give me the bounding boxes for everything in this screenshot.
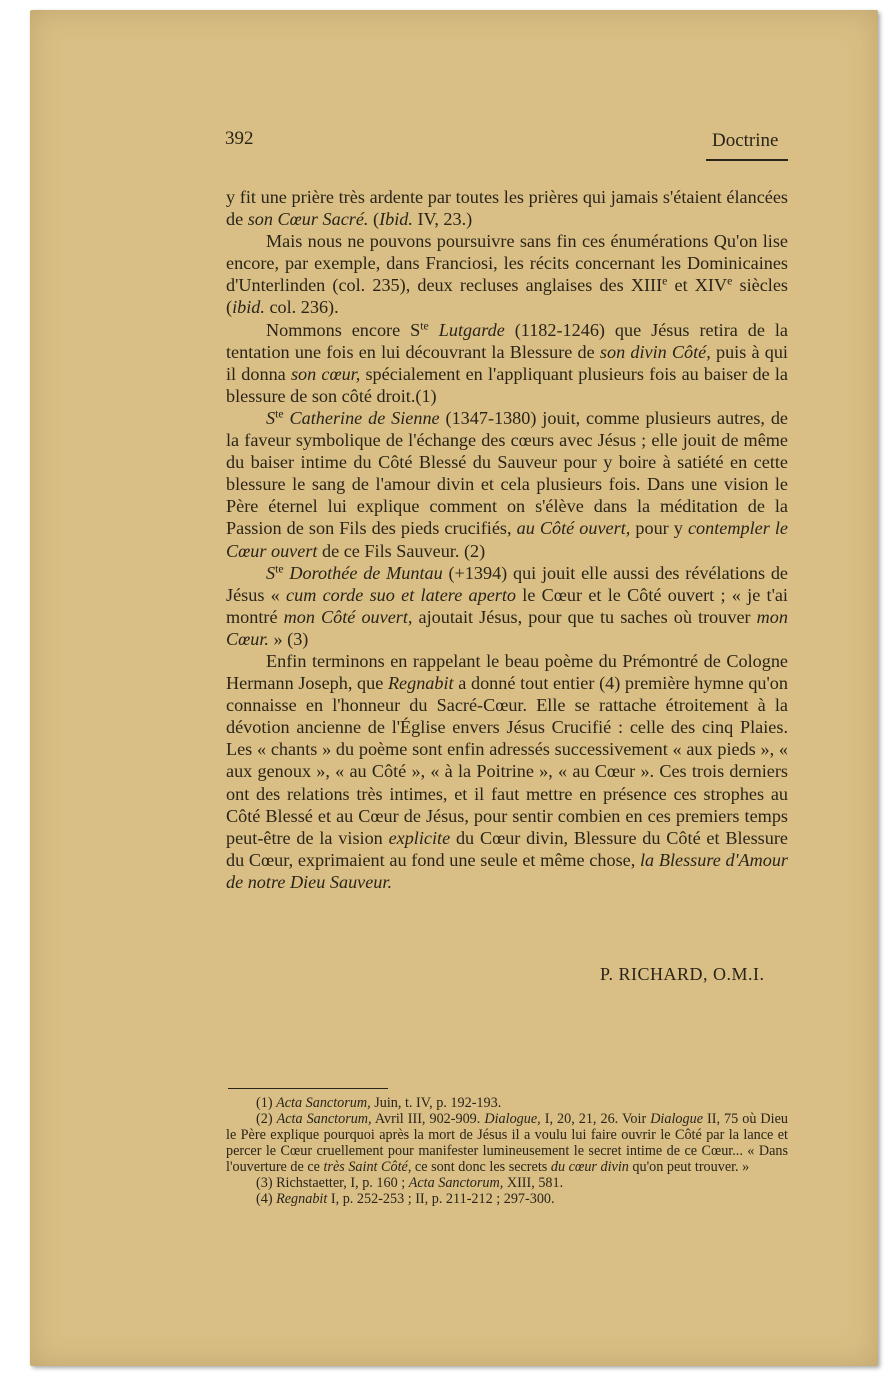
italic-run: Catherine de Sienne (289, 407, 440, 428)
text-run: Nommons encore S (266, 319, 421, 340)
footnote-rule (228, 1088, 388, 1089)
text-run: » (3) (268, 628, 309, 649)
italic-run: Dialogue, (484, 1111, 541, 1127)
italic-run: la Blessure d'Amour de notre Dieu Sauveur. (226, 849, 788, 892)
italic-run: ibid. (232, 297, 265, 318)
text-run: (2) (256, 1111, 277, 1127)
text-run: Avril III, 902-909. (371, 1111, 485, 1127)
italic-run: Dialogue (650, 1111, 703, 1127)
superscript: te (275, 561, 284, 576)
italic-run: cum corde suo et latere aperto (286, 584, 517, 605)
text-run: (1) (256, 1095, 277, 1111)
text-run: spécialement en l'appliquant plusieurs fois au baiser de la blessure de son côté droit.(1) (226, 363, 789, 406)
italic-run: mon Côté ouvert, (283, 606, 413, 627)
italic-run: Acta Sanctorum, (408, 1175, 504, 1191)
footnote-1 (226, 1095, 788, 1111)
text-run: et XIV (667, 275, 728, 296)
paragraph-1 (226, 186, 788, 230)
italic-run: explicite (388, 827, 451, 848)
text-run: I, 20, 21, 26. Voir (540, 1111, 651, 1127)
body-text (226, 186, 788, 893)
italic-run: contempler le Cœur ouvert (226, 518, 788, 561)
text-run: du Cœur divin, Blessure du Côté et Blessure du Cœur, exprimaient au fond une seule et même chose, (226, 827, 788, 870)
text-run: (4) (256, 1191, 277, 1207)
footnote-2 (226, 1111, 788, 1175)
footnote-3 (226, 1175, 788, 1191)
superscript: te (275, 406, 284, 421)
italic-run: Ibid. (379, 209, 413, 230)
text-run: puis à qui il donna (226, 341, 788, 384)
superscript: te (420, 318, 429, 333)
italic-run: S (266, 407, 276, 428)
italic-run: très Saint Côté, (323, 1159, 412, 1175)
text-run: IV, 23.) (412, 209, 473, 230)
italic-run: Dorothée de Muntau (289, 562, 443, 583)
text-run: ( (368, 209, 380, 230)
paragraph-4 (226, 407, 788, 562)
italic-run: son cœur, (290, 363, 361, 384)
paragraph-2 (226, 230, 788, 318)
text-run: siècles ( (226, 275, 789, 318)
text-run: (3) Richstaetter, I, p. 160 ; (256, 1175, 409, 1191)
running-title: Doctrine (712, 130, 779, 151)
text-run: Juin, t. IV, p. 192-193. (370, 1095, 502, 1111)
text-run: (1347-1380) jouit, comme plusieurs autres, de la faveur symbolique de l'échange des cœurs avec Jésus ; elle jouit de même du baiser intime du Côté Blessé du Sauveur pour y boire à satiété en cette blessure le sang de l'amour divin et cela plusieurs fois. Dans une vision le Père éternel lui explique comment on s'élève dans la méditation de la Passion de son Fils des pieds crucifiés, (226, 407, 788, 539)
text-run: II, 75 où Dieu le Père explique pourquoi après la mort de Jésus il a voulu lui faire ouvrir le Côté par la lance et percer le Cœur cruellement pour manifester lumineusement le secret intime de ce Cœur... « Dans l'ouverture de ce (226, 1111, 789, 1175)
italic-run: Lutgarde (438, 319, 505, 340)
text-run: le Cœur et le Côté ouvert ; « je t'ai montré (226, 584, 788, 627)
paragraph-3 (226, 319, 788, 407)
footnotes (226, 1095, 788, 1207)
text-run: col. 236). (264, 297, 339, 318)
text-run: pour y (630, 518, 688, 539)
text-run: ajoutait Jésus, pour que tu saches où trouver (412, 606, 757, 627)
italic-run: S (266, 562, 276, 583)
superscript: e (727, 273, 733, 288)
italic-run: son Cœur Sacré. (247, 209, 369, 230)
italic-run: du cœur divin (550, 1159, 629, 1175)
superscript: e (662, 273, 668, 288)
italic-run: au Côté ouvert, (516, 518, 631, 539)
text-run: Enfin terminons en rappelant le beau poème du Prémontré de Cologne Hermann Joseph, que (226, 650, 788, 694)
text-run: (1182-1246) que Jésus retira de la tentation une fois en lui découvrant la Blessure de (226, 319, 788, 362)
text-run: qu'on peut trouver. » (628, 1159, 750, 1175)
paragraph-5 (226, 562, 788, 650)
text-run: de ce Fils Sauveur. (2) (317, 540, 486, 561)
author-signature: P. RICHARD, O.M.I. (600, 964, 765, 984)
header-rule (706, 159, 788, 161)
italic-run: Acta Sanctorum, (276, 1095, 371, 1111)
text-run: Mais nous ne pouvons poursuivre sans fin ces énumérations Qu'on lise encore, par exemple, dans Franciosi, les récits concernant les Dominicaines d'Unterlinden (col. 235), deux recluses anglaises des XIII (226, 231, 788, 296)
text-run: (+1394) qui jouit elle aussi des révélations de Jésus « (226, 562, 788, 605)
paragraph-6 (226, 650, 788, 893)
text-run: I, p. 252-253 ; II, p. 211-212 ; 297-300. (327, 1191, 555, 1207)
text-run: a donné tout entier (4) première hymne qu'on connaisse en l'honneur du Sacré-Cœur. Elle se rattache étroitement à la dévotion ancienne de l'Église envers Jésus Crucifié : celle des cinq Plaies. Les « chants » du poème sont enfin adressés successivement « aux pieds », « aux genoux », « au Côté », « à la Poitrine », « au Cœur ». Ces trois derniers ont des relations très intimes, et il faut mettre en présence ces strophes au Côté Blessé et au Cœur de Jésus, pour sentir combien en ces premiers temps peut-être de la vision (226, 673, 788, 848)
page-number: 392 (225, 128, 254, 149)
italic-run: mon Cœur. (226, 606, 788, 649)
italic-run: Acta Sanctorum, (276, 1111, 372, 1127)
text-run: ce sont donc les secrets (411, 1159, 551, 1175)
footnote-4 (226, 1191, 788, 1207)
text-run: y fit une prière très ardente par toutes les prières qui jamais s'étaient élancées de (226, 187, 788, 230)
italic-run: Regnabit (387, 673, 454, 694)
text-run: XIII, 581. (503, 1175, 564, 1191)
italic-run: son divin Côté, (599, 341, 711, 362)
italic-run: Regnabit (276, 1191, 328, 1207)
